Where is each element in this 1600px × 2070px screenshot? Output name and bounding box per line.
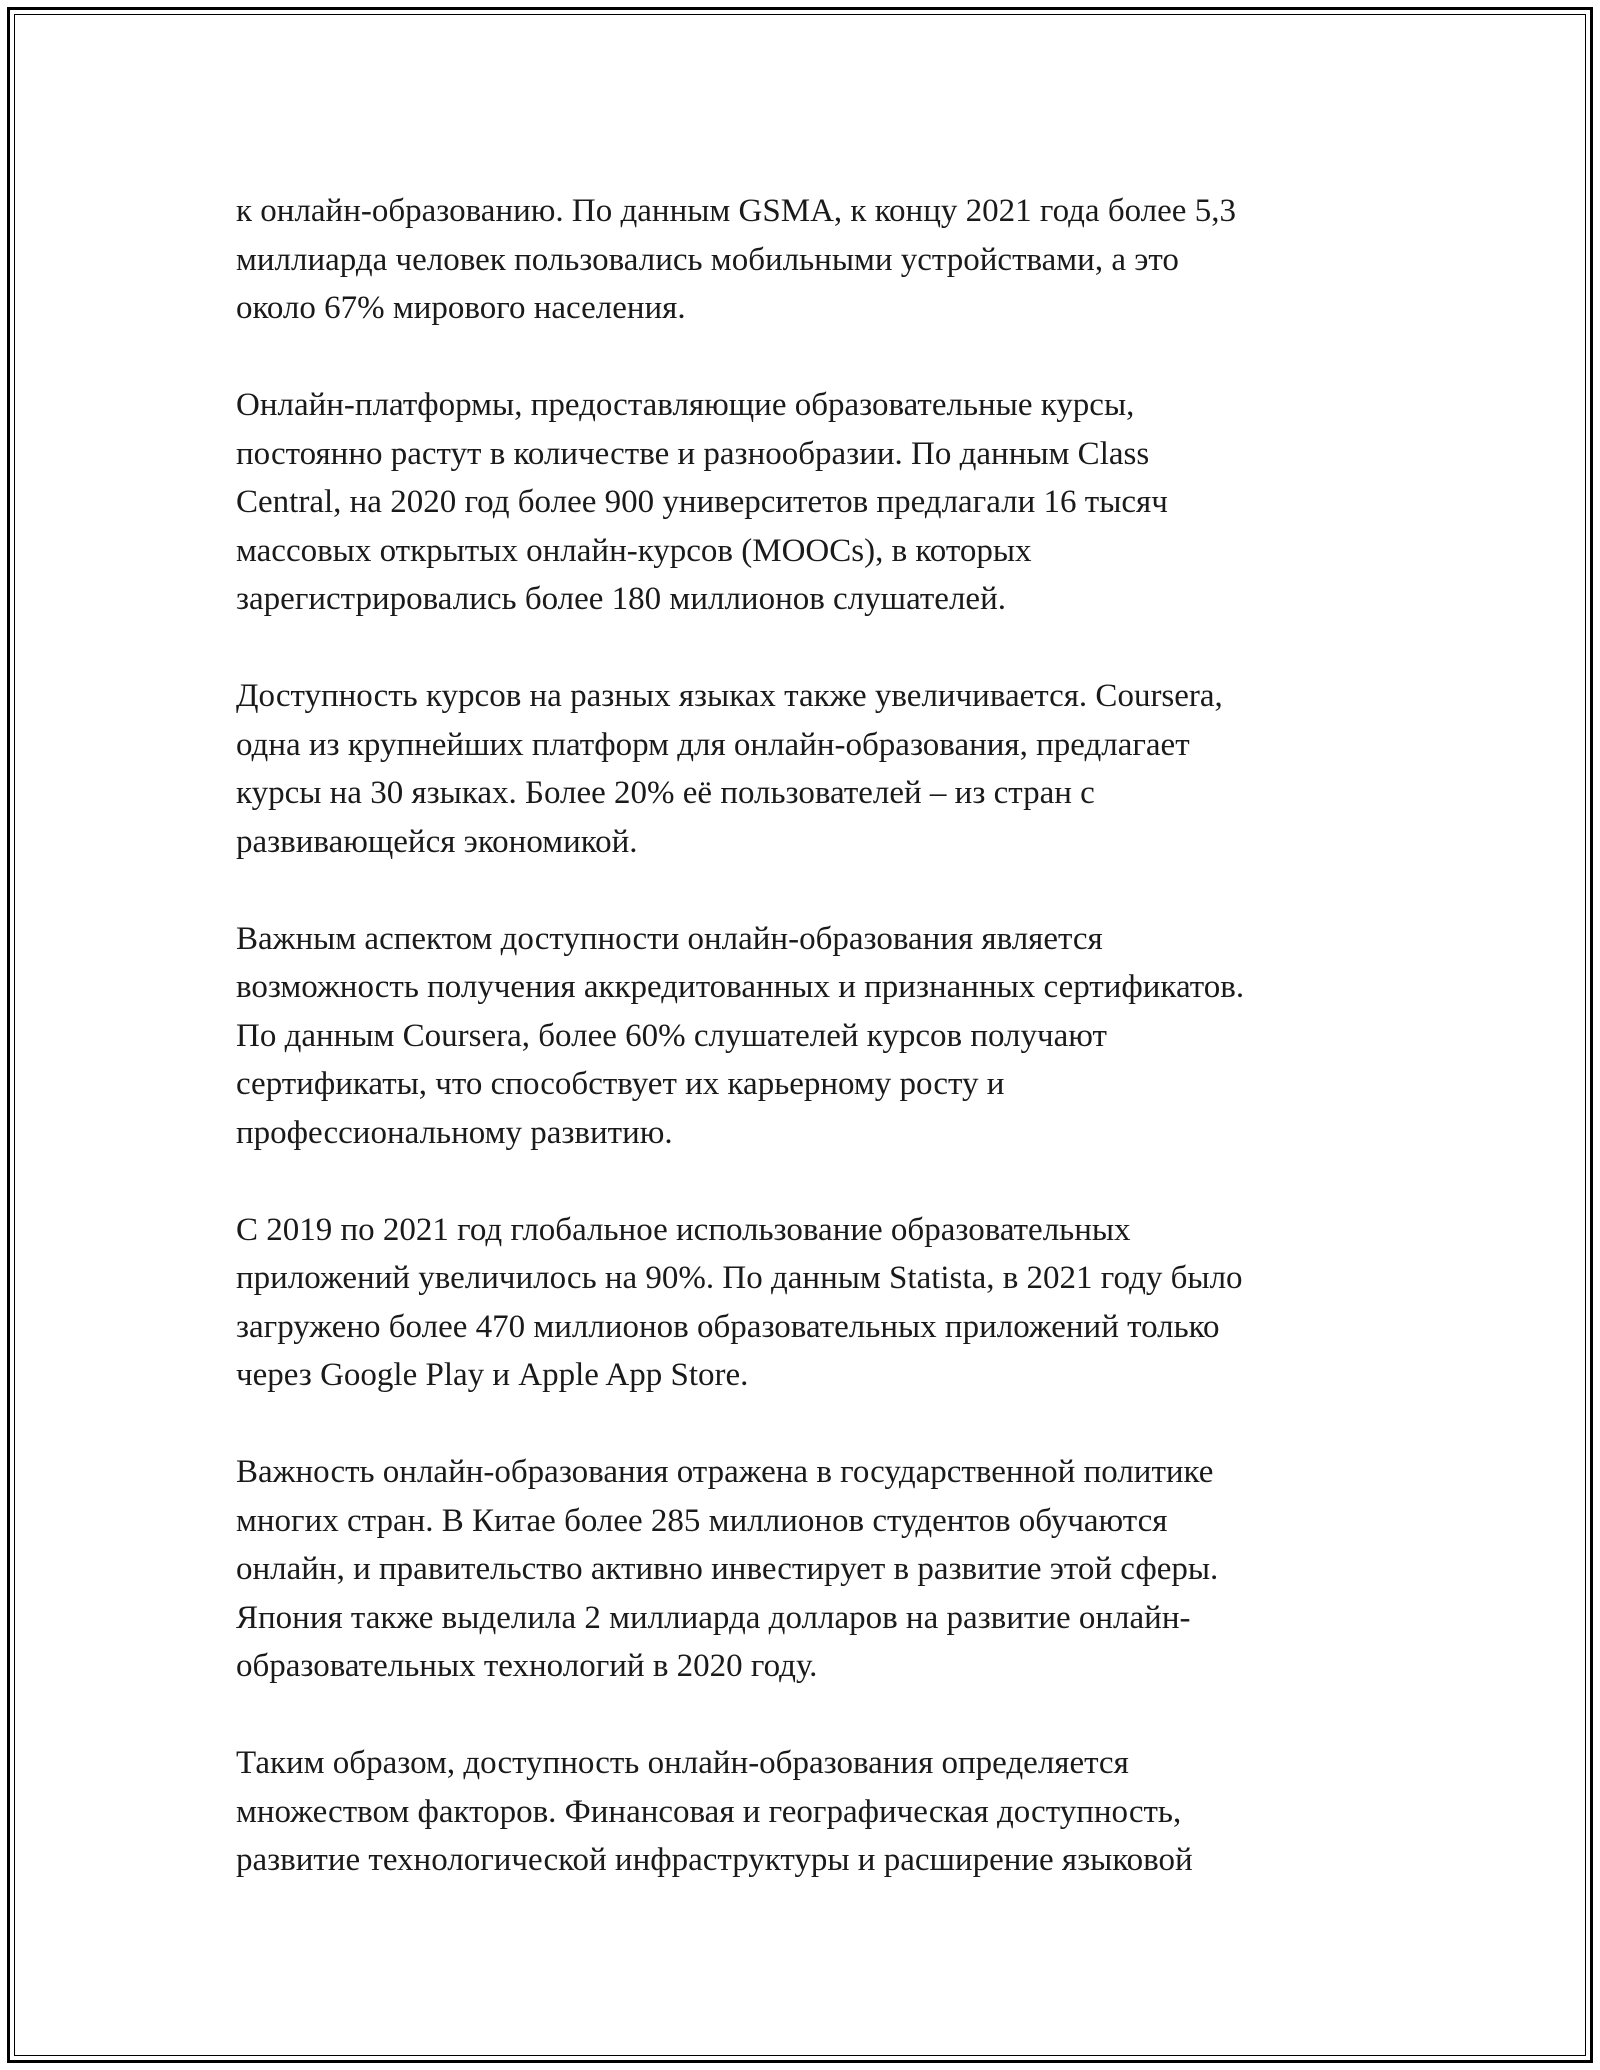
text-line: Япония также выделила 2 миллиарда долларов на развитие онлайн- xyxy=(236,1599,1191,1636)
text-line: развивающейся экономикой. xyxy=(236,823,638,860)
text-line: к онлайн-образованию. По данным GSMA, к концу 2021 года более 5,3 xyxy=(236,193,1236,229)
paragraph xyxy=(236,187,1386,333)
text-line: развитие технологической инфраструктуры и расширение языковой xyxy=(236,1842,1193,1878)
text-line: Доступность курсов на разных языках также увеличивается. Coursera, xyxy=(236,678,1223,714)
text-line: Онлайн-платформы, предоставляющие образовательные курсы, xyxy=(236,387,1135,423)
text-line: Важным аспектом доступности онлайн-образования является xyxy=(236,920,1103,957)
paragraph xyxy=(236,1206,1386,1400)
text-line: возможность получения аккредитованных и признанных сертификатов. xyxy=(236,969,1245,1005)
text-line: Таким образом, доступность онлайн-образования определяется xyxy=(236,1745,1129,1781)
text-line: С 2019 по 2021 год глобальное использование образовательных xyxy=(236,1211,1131,1248)
paragraph xyxy=(236,915,1386,1158)
text-line: около 67% мирового населения. xyxy=(236,290,686,326)
text-line: По данным Coursera, более 60% слушателей курсов получают xyxy=(236,1017,1107,1054)
document-body xyxy=(236,187,1386,1885)
paragraph xyxy=(236,1739,1386,1885)
paragraph xyxy=(236,1448,1386,1691)
text-line: одна из крупнейших платформ для онлайн-образования, предлагает xyxy=(236,726,1190,763)
paragraph xyxy=(236,381,1386,624)
text-line: через Google Play и Apple App Store. xyxy=(236,1357,749,1393)
text-line: загружено более 470 миллионов образовательных приложений только xyxy=(236,1308,1220,1345)
paragraph xyxy=(236,672,1386,866)
text-line: сертификаты, что способствует их карьерному росту и xyxy=(236,1066,1005,1102)
text-line: миллиарда человек пользовались мобильными устройствами, а это xyxy=(236,241,1179,278)
text-line: профессиональному развитию. xyxy=(236,1114,673,1151)
text-line: Central, на 2020 год более 900 университетов предлагали 16 тысяч xyxy=(236,484,1168,520)
text-line: множеством факторов. Финансовая и географическая доступность, xyxy=(236,1793,1182,1830)
text-line: массовых открытых онлайн-курсов (MOOCs), в которых xyxy=(236,532,1032,569)
text-line: онлайн, и правительство активно инвестирует в развитие этой сферы. xyxy=(236,1551,1219,1587)
text-line: приложений увеличилось на 90%. По данным Statista, в 2021 году было xyxy=(236,1260,1243,1296)
text-line: постоянно растут в количестве и разнообразии. По данным Class xyxy=(236,435,1150,472)
text-line: многих стран. В Китае более 285 миллионов студентов обучаются xyxy=(236,1502,1168,1539)
text-line: Важность онлайн-образования отражена в государственной политике xyxy=(236,1454,1214,1490)
text-line: образовательных технологий в 2020 году. xyxy=(236,1648,818,1684)
text-line: курсы на 30 языках. Более 20% её пользователей – из стран с xyxy=(236,775,1095,811)
text-line: зарегистрировались более 180 миллионов слушателей. xyxy=(236,581,1006,617)
